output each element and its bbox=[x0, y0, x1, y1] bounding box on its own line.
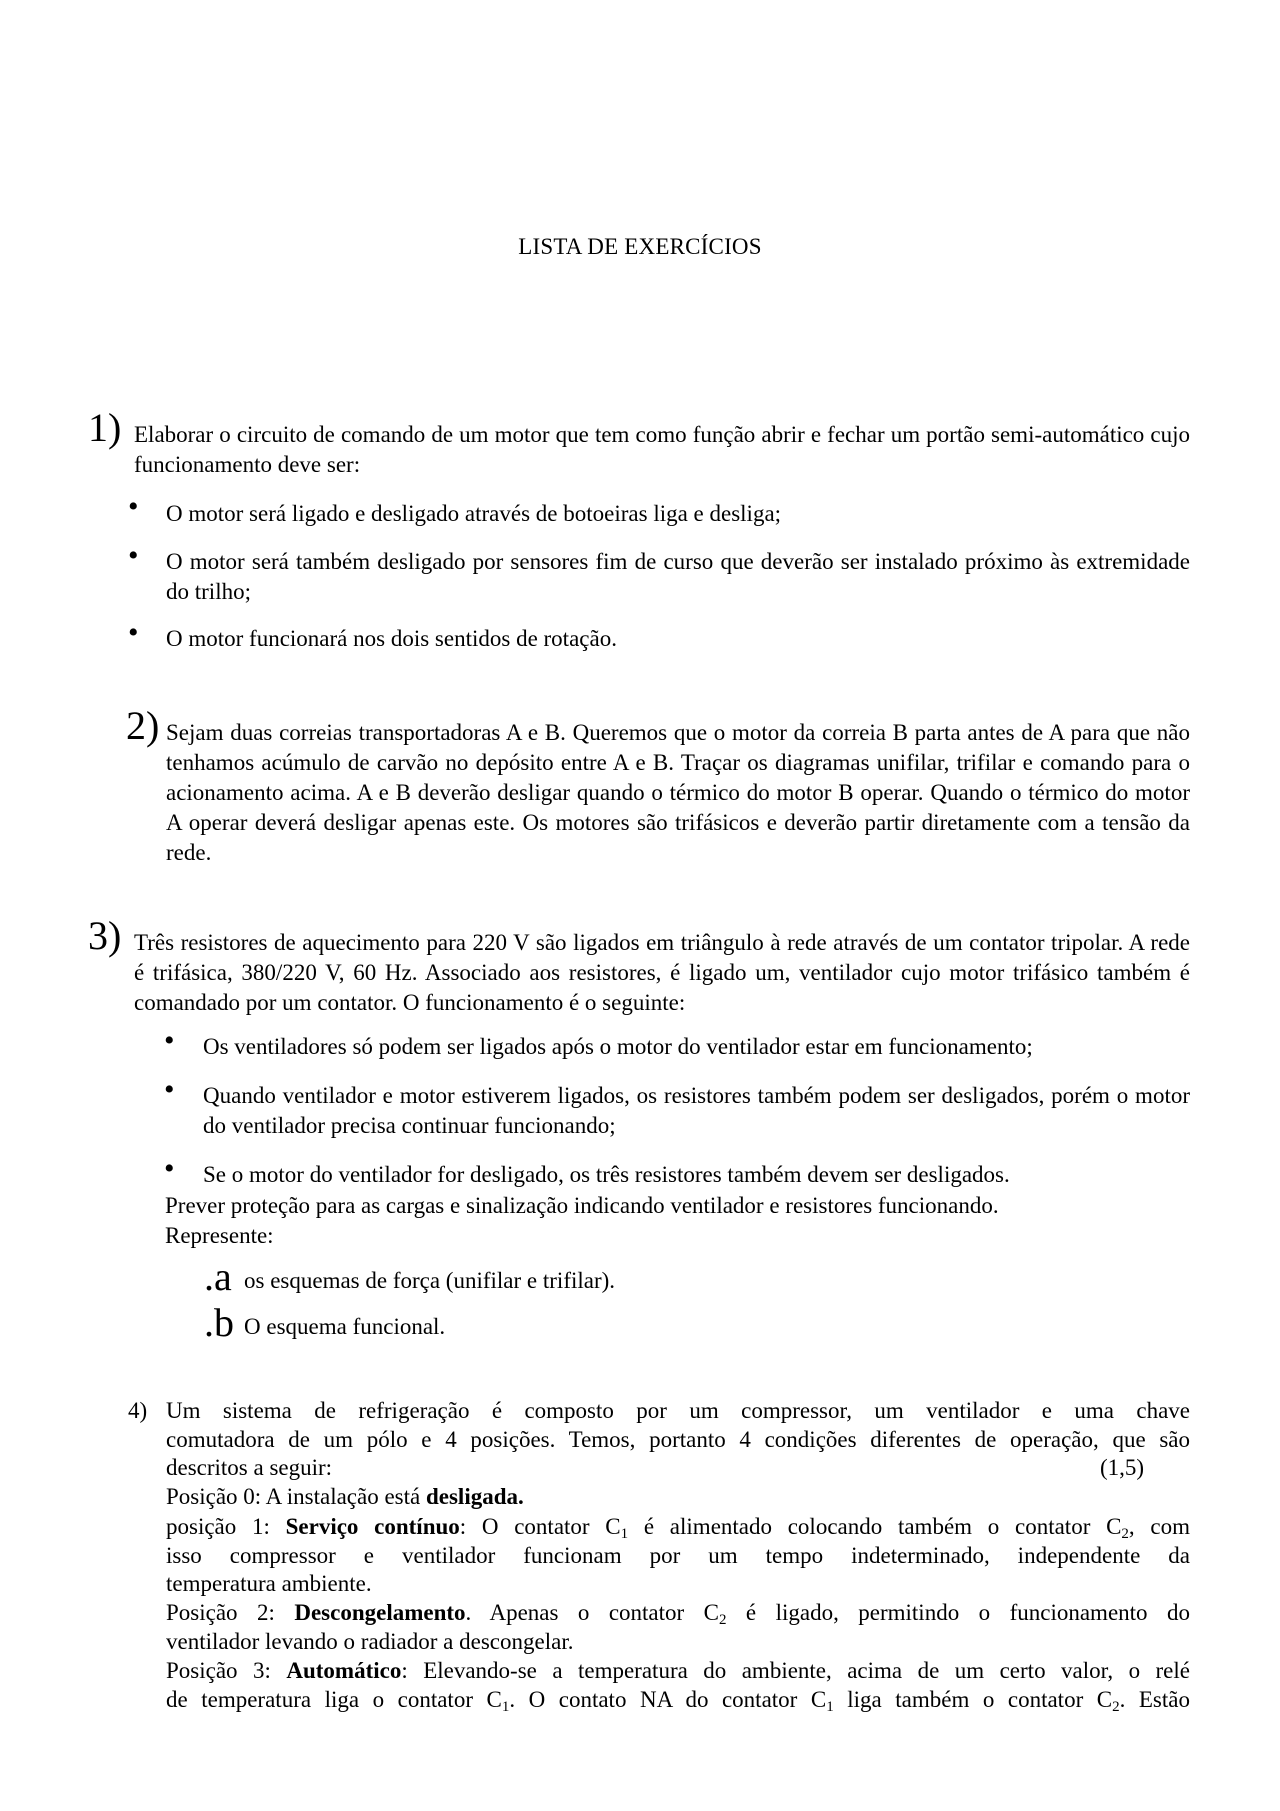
position-3-bold: Automático bbox=[286, 1658, 402, 1683]
position-1-line-2: isso compressor e ventilador funcionam por um tempo indeterminado, independente da bbox=[166, 1543, 1190, 1568]
position-0-prefix: Posição 0: A instalação está bbox=[166, 1484, 426, 1509]
position-1-bold: Serviço contínuo bbox=[285, 1514, 460, 1539]
question-1-bullet-1: O motor será ligado e desligado através de botoeiras liga e desliga; bbox=[166, 501, 782, 526]
sub-item-b-label: .b bbox=[204, 1300, 234, 1345]
question-1-text: Elaborar o circuito de comando de um motor que tem como função abrir e fechar um portão semi-automático cujo funcionamento deve ser: bbox=[134, 422, 1190, 477]
sub-item-a-text: os esquemas de força (unifilar e trifilar). bbox=[244, 1268, 616, 1293]
question-1-bullet-2: O motor será também desligado por sensores fim de curso que deverão ser instalado próximo às extremidade do trilho; bbox=[166, 549, 1190, 604]
position-1-text-a: : O contator C bbox=[459, 1514, 621, 1539]
position-1-sub-1: 1 bbox=[620, 1526, 629, 1542]
position-2-sub: 2 bbox=[718, 1612, 727, 1628]
position-2-text-a: . Apenas o contator C bbox=[465, 1600, 719, 1625]
page-title: LISTA DE EXERCÍCIOS bbox=[518, 234, 762, 259]
position-2-text-b: é ligado, permitindo o funcionamento do bbox=[726, 1600, 1190, 1625]
bullet-icon: • bbox=[164, 1024, 175, 1057]
question-3-protection: Prever proteção para as cargas e sinalização indicando ventilador e resistores funcionando. bbox=[165, 1193, 999, 1218]
bullet-icon: • bbox=[164, 1152, 175, 1185]
question-4-intro-line-1: Um sistema de refrigeração é composto por um compressor, um ventilador e uma chave bbox=[166, 1398, 1190, 1423]
position-2-line-1 bbox=[166, 1598, 1190, 1628]
position-1-line-1 bbox=[166, 1512, 1190, 1542]
position-3-line-2-b: . O contato NA do contator C bbox=[509, 1687, 827, 1712]
position-1-line-3: temperatura ambiente. bbox=[166, 1571, 372, 1596]
position-2-line-2: ventilador levando o radiador a descongelar. bbox=[166, 1629, 574, 1654]
position-1-prefix: posição 1: bbox=[166, 1514, 286, 1539]
question-3-represent: Represente: bbox=[165, 1223, 274, 1248]
position-2-prefix: Posição 2: bbox=[166, 1600, 295, 1625]
sub-item-a-label: .a bbox=[204, 1254, 232, 1299]
position-0-line bbox=[166, 1482, 524, 1512]
position-0-bold: desligada. bbox=[425, 1484, 524, 1509]
position-3-sub-2: 1 bbox=[826, 1699, 834, 1715]
position-1-text-c: , com bbox=[1128, 1514, 1190, 1539]
sub-item-b-text: O esquema funcional. bbox=[244, 1314, 446, 1339]
position-3-line-2-c: liga também o contator C bbox=[833, 1687, 1113, 1712]
position-3-sub-3: 2 bbox=[1112, 1699, 1120, 1715]
question-4-intro-line-2: comutadora de um pólo e 4 posições. Temos, portanto 4 condições diferentes de operação, que são bbox=[166, 1427, 1190, 1452]
question-4-intro-line-3: descritos a seguir: bbox=[166, 1455, 333, 1480]
position-3-line-2-d: . Estão bbox=[1119, 1687, 1190, 1712]
question-3-bullet-2: Quando ventilador e motor estiverem ligados, os resistores também podem ser desligados, porém o motor do ventilador precisa continuar funcionando; bbox=[203, 1083, 1190, 1138]
bullet-icon: • bbox=[128, 616, 139, 649]
position-3-prefix: Posição 3: bbox=[166, 1658, 287, 1683]
question-3-bullet-1: Os ventiladores só podem ser ligados após o motor do ventilador estar em funcionamento; bbox=[203, 1034, 1033, 1059]
position-3-text-a: : Elevando-se a temperatura do ambiente, acima de um certo valor, o relé bbox=[401, 1658, 1190, 1683]
bullet-icon: • bbox=[164, 1073, 175, 1106]
position-1-sub-2: 2 bbox=[1121, 1526, 1129, 1542]
question-3-number: 3) bbox=[88, 913, 122, 958]
question-2-text: Sejam duas correias transportadoras A e B. Queremos que o motor da correia B parta antes de A para que não tenhamos acúmulo de carvão no depósito entre A e B. Traçar os diagramas unifilar, trifilar e comando para o acionamento acima. A e B deverão desligar quando o térmico do motor B operar. Quando o térmico do motor A operar deverá desligar apenas este. Os motores são trifásicos e deverão partir diretamente com a tensão da rede. bbox=[166, 720, 1190, 865]
position-3-line-2-a: de temperatura liga o contator C bbox=[166, 1687, 502, 1712]
bullet-icon: • bbox=[128, 490, 139, 523]
question-1-number: 1) bbox=[88, 405, 122, 450]
position-1-text-b: é alimentado colocando também o contator C bbox=[628, 1514, 1122, 1539]
question-4-number: 4) bbox=[128, 1398, 148, 1423]
question-3-bullet-3: Se o motor do ventilador for desligado, os três resistores também devem ser desligados. bbox=[203, 1162, 1010, 1187]
position-2-bold: Descongelamento bbox=[294, 1600, 466, 1625]
position-3-sub-1: 1 bbox=[501, 1699, 510, 1715]
question-4-score: (1,5) bbox=[1100, 1455, 1145, 1480]
question-2-number: 2) bbox=[126, 703, 160, 748]
position-3-line-1 bbox=[166, 1656, 1190, 1686]
question-3-text: Três resistores de aquecimento para 220 V são ligados em triângulo à rede através de um contator tripolar. A rede é trifásica, 380/220 V, 60 Hz. Associado aos resistores, é ligado um, ventilador cujo motor trifásico também é comandado por um contator. O funcionamento é o seguinte: bbox=[134, 930, 1190, 1015]
position-3-line-2 bbox=[166, 1685, 1190, 1715]
bullet-icon: • bbox=[128, 539, 139, 572]
question-1-bullet-3: O motor funcionará nos dois sentidos de rotação. bbox=[166, 626, 617, 651]
